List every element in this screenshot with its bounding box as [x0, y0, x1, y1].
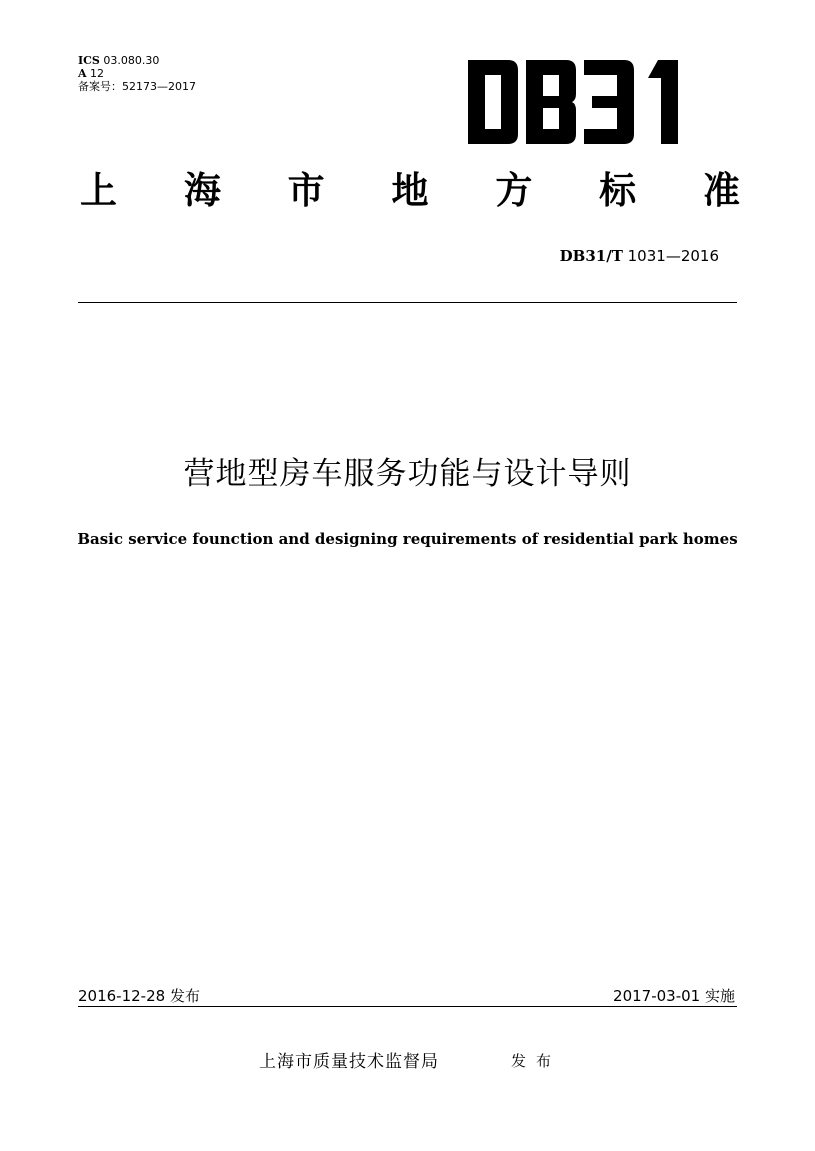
- class-label: A: [78, 67, 87, 80]
- db31-logo: [468, 60, 692, 144]
- issue-label: 发布: [511, 1052, 562, 1070]
- ics-label: ICS: [78, 54, 100, 67]
- standard-type-char: 上: [80, 169, 117, 212]
- standard-type-title: [80, 166, 740, 216]
- classification-code: [78, 68, 104, 80]
- footer-divider: [78, 1006, 737, 1007]
- standard-number-prefix: DB31/T: [559, 247, 623, 265]
- class-value: 12: [90, 67, 105, 80]
- header-divider: [78, 302, 737, 303]
- standard-number-value: 1031—2016: [627, 247, 719, 265]
- implementation-date: 2017-03-01 实施: [613, 987, 735, 1005]
- release-date: 2016-12-28 发布: [78, 987, 200, 1005]
- publisher: 上海市质量技术监督局: [259, 1052, 439, 1072]
- filing-number: 备案号：52173—2017: [78, 80, 196, 93]
- document-title-en: Basic service founction and designing requirements of residential park homes: [77, 530, 738, 548]
- standard-type-char: 海: [183, 169, 221, 212]
- standard-type-char: 方: [495, 169, 533, 212]
- standard-type-char: 标: [599, 169, 637, 212]
- standard-type-char: 地: [391, 169, 429, 212]
- document-title-cn: 营地型房车服务功能与设计导则: [183, 456, 632, 492]
- standard-type-char: 市: [287, 169, 325, 212]
- ics-code: [78, 55, 159, 67]
- standard-number: [560, 247, 719, 265]
- standard-type-char: 准: [702, 169, 740, 212]
- ics-value: 03.080.30: [103, 54, 160, 67]
